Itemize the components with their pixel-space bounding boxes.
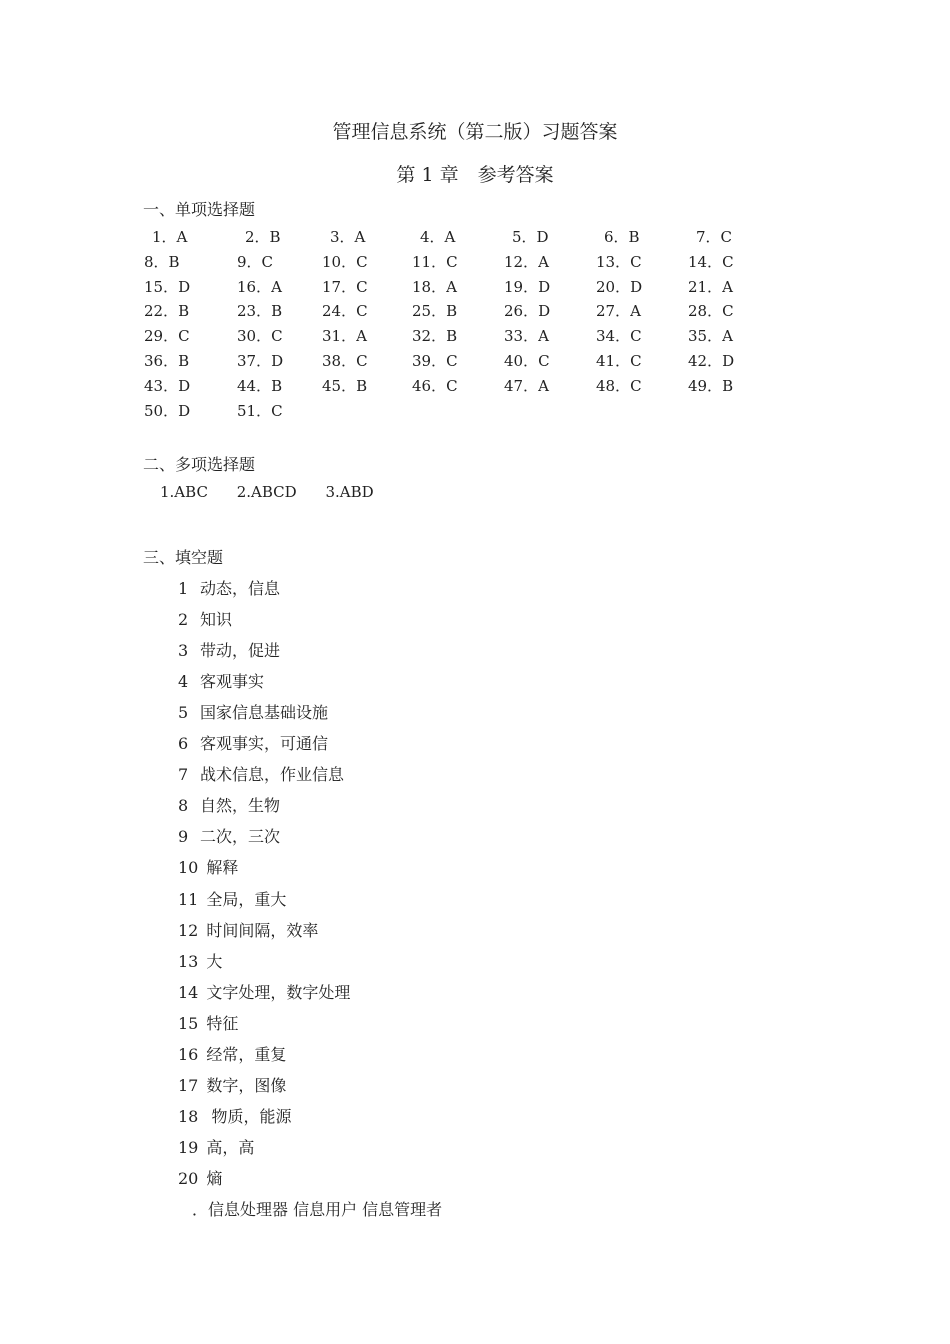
single-choice-answer: 39．C [412,352,458,370]
single-choice-answer: 23．B [237,302,283,321]
fill-blank-number: 20 [178,1168,199,1188]
fill-blank-text: 客观事实 [200,672,265,692]
fill-blank-number: 10 [178,858,199,878]
section-heading-fill-blank: 三、填空题 [143,548,224,567]
single-choice-answer: 2．B [245,228,281,246]
single-choice-answer: 15．D [144,277,191,296]
fill-blank-text: 解释 [206,858,239,878]
fill-blank-answer [178,669,264,692]
single-choice-answer: 6．B [604,228,640,246]
single-choice-answer: 38．C [322,352,368,370]
single-choice-answer: 18．A [412,277,457,296]
single-choice-answer: 24．C [322,302,368,321]
fill-blank-text: 特征 [206,1013,239,1033]
fill-blank-text: 大 [206,951,223,971]
fill-blank-answer [178,1166,222,1189]
chapter-title: 第 1 章 参考答案 [396,164,554,186]
multi-choice-answer: 1.ABC [160,483,208,501]
single-choice-answer: 11．C [412,252,458,271]
fill-blank-text: 文字处理，数字处理 [206,982,351,1002]
fill-blank-answer [178,1011,238,1034]
fill-blank-text: 客观事实，可通信 [200,734,329,754]
fill-blank-number: 9 [178,827,189,847]
fill-blank-number: 7 [178,765,189,785]
fill-blank-number: 2 [178,610,189,630]
fill-blank-text: 国家信息基础设施 [200,703,329,723]
section-heading-multi-choice: 二、多项选择题 [143,455,256,474]
fill-blank-answer [178,855,238,878]
fill-blank-answer [178,980,350,1003]
fill-blank-text: 熵 [206,1168,223,1188]
fill-blank-text: 时间间隔，效率 [206,920,319,940]
fill-blank-answer [178,1073,286,1096]
single-choice-answer: 9．C [237,252,274,271]
single-choice-answer: 22．B [144,302,190,321]
fill-blank-answer [178,1104,291,1127]
single-choice-answer: 1．A [152,228,188,246]
single-choice-answer: 8．B [144,252,180,271]
section-heading-single-choice: 一、单项选择题 [143,200,256,219]
fill-blank-text: 带动，促进 [200,641,281,661]
single-choice-answer: 14．C [688,252,734,271]
multi-choice-answers [160,483,398,501]
single-choice-answer: 32．B [412,327,458,346]
single-choice-answer: 50．D [144,401,191,420]
fill-blank-answer [178,1135,254,1158]
single-choice-answer: 5．D [512,228,549,246]
fill-blank-answer [178,887,286,910]
fill-blank-text: 数字，图像 [206,1075,287,1095]
fill-blank-text: 高，高 [206,1137,255,1157]
multi-choice-answer: 3.ABD [325,483,374,501]
fill-blank-number: 14 [178,982,199,1002]
fill-blank-number: 8 [178,796,189,816]
document-title: 管理信息系统（第二版）习题答案 [332,121,618,143]
single-choice-answer: 34．C [596,327,642,346]
single-choice-answer: 16．A [237,277,282,296]
single-choice-answer: 7．C [696,228,733,246]
single-choice-answer: 42．D [688,352,735,370]
fill-blank-answer [178,576,280,599]
single-choice-answer: 21．A [688,277,733,296]
single-choice-answer: 28．C [688,302,734,321]
fill-blank-number: 11 [178,889,199,909]
single-choice-answer: 3．A [330,228,366,246]
fill-blank-number: 18 [178,1106,199,1126]
single-choice-answer: 26．D [504,302,551,321]
fill-blank-number: 13 [178,951,199,971]
single-choice-answer: 4．A [420,228,456,246]
single-choice-answer: 35．A [688,327,733,346]
single-choice-answer: 40．C [504,352,550,370]
single-choice-answer: 29．C [144,327,190,346]
fill-blank-text: ．信息处理器 信息用户 信息管理者 [192,1200,443,1219]
fill-blank-number: 12 [178,920,199,940]
single-choice-answer: 45．B [322,376,368,395]
single-choice-answer: 43．D [144,376,191,395]
fill-blank-text: 战术信息，作业信息 [200,765,345,785]
single-choice-answer: 41．C [596,352,642,370]
fill-blank-text: 知识 [200,610,233,630]
fill-blank-number: 4 [178,672,189,692]
single-choice-answer: 51．C [237,401,283,420]
fill-blank-answer [178,793,280,816]
single-choice-answer: 30．C [237,327,283,346]
fill-blank-answer [178,918,318,941]
fill-blank-answer [178,762,344,785]
fill-blank-answer [178,949,222,972]
single-choice-answer: 49．B [688,376,734,395]
fill-blank-number: 16 [178,1044,199,1064]
single-choice-answer: 25．B [412,302,458,321]
fill-blank-number: 6 [178,734,189,754]
fill-blank-number: 1 [178,579,189,598]
fill-blank-text: 经常，重复 [206,1044,287,1064]
fill-blank-answer [178,700,328,723]
single-choice-answer: 31．A [322,327,367,346]
single-choice-answer: 46．C [412,376,458,395]
fill-blank-text: 动态，信息 [200,579,281,598]
single-choice-answer: 27．A [596,302,641,321]
fill-blank-answer [178,1042,286,1065]
fill-blank-number: 17 [178,1075,199,1095]
single-choice-answer: 47．A [504,376,549,395]
single-choice-answer: 20．D [596,277,643,296]
single-choice-answer: 10．C [322,252,368,271]
fill-blank-number: 15 [178,1013,199,1033]
single-choice-answer: 33．A [504,327,549,346]
fill-blank-number: 5 [178,703,189,723]
single-choice-answer: 19．D [504,277,551,296]
fill-blank-answer [178,638,280,661]
single-choice-answer: 44．B [237,376,283,395]
fill-blank-text: 物质，能源 [206,1106,292,1126]
fill-blank-text: 全局，重大 [206,889,287,909]
single-choice-answer: 48．C [596,376,642,395]
single-choice-answer: 13．C [596,252,642,271]
fill-blank-answer [178,731,328,754]
single-choice-answer: 12．A [504,252,549,271]
multi-choice-answer: 2.ABCD [236,483,297,501]
single-choice-answer: 17．C [322,277,368,296]
fill-blank-number: 3 [178,641,189,661]
fill-blank-text: 自然，生物 [200,796,281,816]
single-choice-answer: 37．D [237,352,284,370]
fill-blank-text: 二次，三次 [200,827,281,847]
single-choice-answer: 36．B [144,352,190,370]
fill-blank-answer [178,607,232,630]
fill-blank-number: 19 [178,1137,199,1157]
fill-blank-answer [178,824,280,847]
fill-blank-answer [192,1197,442,1220]
